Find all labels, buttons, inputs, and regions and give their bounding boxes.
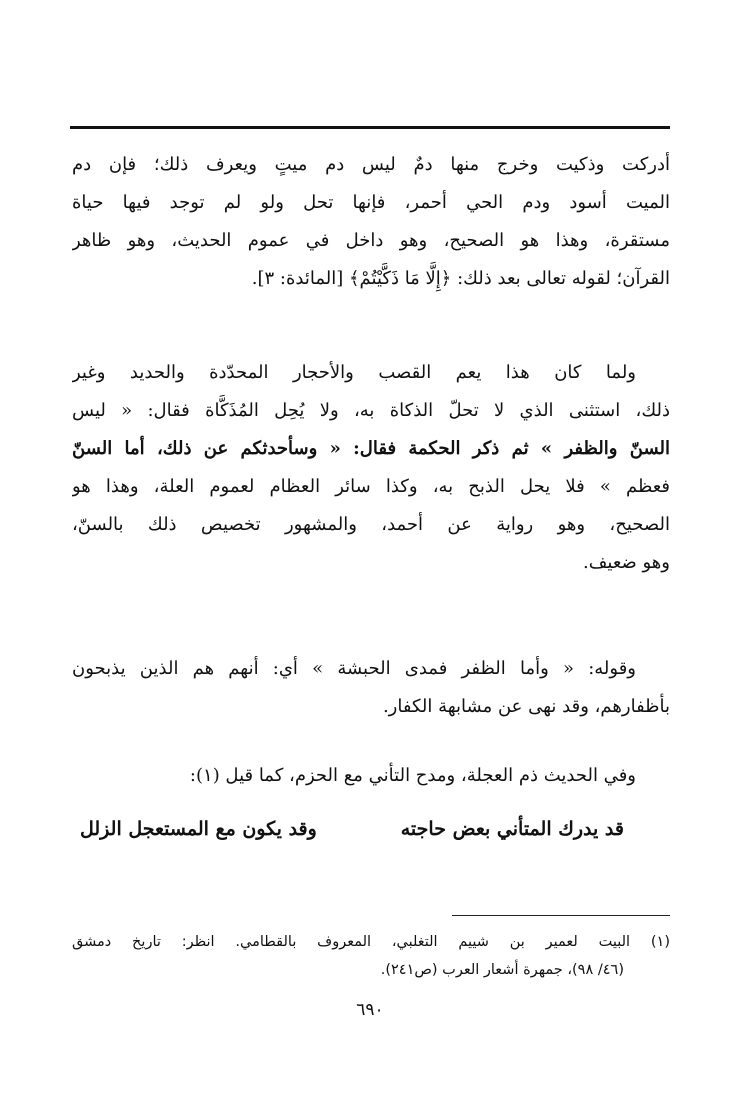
- text-line: الميت أسود ودم الحي أحمر، فإنها تحل ولو لم توجد فيها حياة: [72, 192, 670, 213]
- text-line: وهو ضعيف.: [583, 552, 670, 573]
- header-rule: [70, 126, 670, 129]
- paragraph-4: [72, 757, 670, 795]
- text-line: بأظفارهم، وقد نهى عن مشابهة الكفار.: [382, 696, 670, 717]
- text-line: ذلك، استثنى الذي لا تحلّ الذكاة به، ولا يُحِل المُذَكَّاة فقال: « ليس: [72, 400, 670, 421]
- text-line: الصحيح، وهو رواية عن أحمد، والمشهور تخصيص ذلك بالسنّ،: [72, 514, 670, 535]
- text-line: فعظم » فلا يحل الذبح به، وكذا سائر العظام لعموم العلة، وهذا هو: [72, 476, 670, 497]
- footnote-line: (١) البيت لعمير بن شييم التغلبي، المعروف بالقطامي. انظر: تاريخ دمشق: [72, 934, 670, 950]
- text-line: ولما كان هذا يعم القصب والأحجار المحدّدة والحديد وغير: [72, 362, 636, 383]
- text-line: القرآن؛ لقوله تعالى بعد ذلك: ﴿إِلَّا مَا ذَكَّيْتُمْ﴾ [المائدة: ٣].: [251, 268, 670, 289]
- footnote-line: (٤٦/ ٩٨)، جمهرة أشعار العرب (ص٢٤١).: [380, 962, 624, 978]
- poetry-verse: [72, 814, 670, 854]
- text-line: أدركت وذكيت وخرج منها دمٌ ليس دم ميتٍ ويعرف ذلك؛ فإن دم: [72, 154, 670, 175]
- paragraph-1: [72, 146, 670, 298]
- page-number: ٦٩٠: [356, 1000, 384, 1020]
- text-line: وفي الحديث ذم العجلة، ومدح التأني مع الحزم، كما قيل (١):: [189, 765, 636, 786]
- paragraph-2: [72, 354, 670, 582]
- verse-first-hemistich: قد يدرك المتأني بعض حاجته: [400, 818, 624, 840]
- footnote-rule: [452, 915, 670, 916]
- text-line: السنّ والظفر » ثم ذكر الحكمة فقال: « وسأحدثكم عن ذلك، أما السنّ: [72, 438, 670, 459]
- verse-second-hemistich: وقد يكون مع المستعجل الزلل: [80, 818, 317, 840]
- text-line: وقوله: « وأما الظفر فمدى الحبشة » أي: أنهم هم الذين يذبحون: [72, 658, 636, 679]
- text-line: مستقرة، وهذا هو الصحيح، وهو داخل في عموم الحديث، وهو ظاهر: [72, 230, 670, 251]
- footnote: [72, 928, 670, 984]
- paragraph-3: [72, 650, 670, 726]
